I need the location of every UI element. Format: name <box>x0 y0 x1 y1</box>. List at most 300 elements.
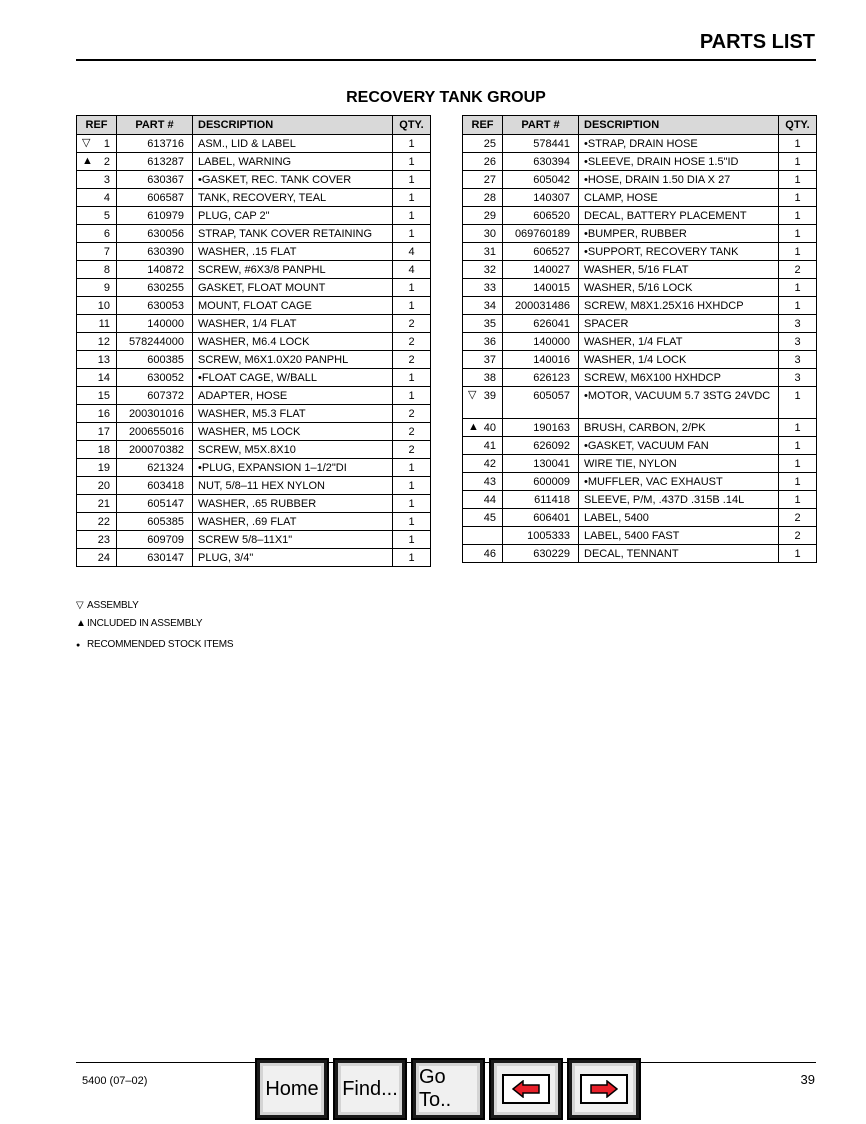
ref-number: 7 <box>103 246 110 258</box>
ref-number: 27 <box>483 174 496 186</box>
part-number-cell: 626123 <box>503 369 579 387</box>
quantity-cell: 2 <box>779 509 817 527</box>
part-number-cell: 630367 <box>117 171 193 189</box>
ref-cell <box>463 473 503 491</box>
included-icon: ▲ <box>76 618 86 629</box>
legend-assembly <box>76 600 139 611</box>
ref-number: 4 <box>103 192 110 204</box>
description-cell: WASHER, M5.3 FLAT <box>193 405 393 423</box>
ref-cell <box>463 135 503 153</box>
description-cell: ASM., LID & LABEL <box>193 135 393 153</box>
legend-text: INCLUDED IN ASSEMBLY <box>87 618 203 629</box>
part-number-cell: 611418 <box>503 491 579 509</box>
ref-cell <box>463 333 503 351</box>
quantity-cell: 1 <box>779 207 817 225</box>
home-label: Home <box>265 1077 319 1100</box>
table-row <box>77 459 431 477</box>
ref-number: 19 <box>97 462 110 474</box>
description-cell: STRAP, TANK COVER RETAINING <box>193 225 393 243</box>
part-number-cell: 1005333 <box>503 527 579 545</box>
ref-cell <box>77 315 117 333</box>
description-cell: MOUNT, FLOAT CAGE <box>193 297 393 315</box>
quantity-cell: 1 <box>393 459 431 477</box>
quantity-cell: 1 <box>779 419 817 437</box>
table-row <box>77 405 431 423</box>
table-row <box>463 545 817 563</box>
part-number-cell: 605385 <box>117 513 193 531</box>
part-number-cell: 626041 <box>503 315 579 333</box>
quantity-cell: 1 <box>393 279 431 297</box>
table-row <box>77 387 431 405</box>
table-row <box>463 153 817 171</box>
part-number-cell: 140016 <box>503 351 579 369</box>
ref-number: 17 <box>97 426 110 438</box>
ref-number: 40 <box>483 422 496 434</box>
description-cell: WASHER, .69 FLAT <box>193 513 393 531</box>
ref-number: 23 <box>97 534 110 546</box>
find-label: Find... <box>342 1077 398 1100</box>
ref-number: 42 <box>483 458 496 470</box>
page-number: 39 <box>800 1072 815 1087</box>
table-row <box>77 135 431 153</box>
description-cell: LABEL, 5400 FAST <box>579 527 779 545</box>
ref-cell <box>463 207 503 225</box>
quantity-cell: 4 <box>393 243 431 261</box>
ref-number: 3 <box>103 174 110 186</box>
next-arrow-icon <box>590 1080 618 1098</box>
description-cell: WASHER, .15 FLAT <box>193 243 393 261</box>
part-number-cell: 605147 <box>117 495 193 513</box>
description-cell: SCREW, M5X.8X10 <box>193 441 393 459</box>
table-row <box>77 549 431 567</box>
table-row <box>463 419 817 437</box>
parts-table-left <box>76 115 431 567</box>
ref-number: 38 <box>483 372 496 384</box>
col-description: DESCRIPTION <box>579 116 779 135</box>
ref-cell <box>77 387 117 405</box>
part-number-cell: 200070382 <box>117 441 193 459</box>
ref-cell <box>463 455 503 473</box>
description-cell: •SLEEVE, DRAIN HOSE 1.5"ID <box>579 153 779 171</box>
part-number-cell: 140872 <box>117 261 193 279</box>
ref-number: 16 <box>97 408 110 420</box>
goto-button[interactable] <box>411 1058 485 1120</box>
ref-cell <box>77 513 117 531</box>
ref-number: 46 <box>483 548 496 560</box>
table-row <box>77 477 431 495</box>
ref-cell <box>77 441 117 459</box>
quantity-cell: 1 <box>393 171 431 189</box>
part-number-cell: 200301016 <box>117 405 193 423</box>
table-row <box>77 495 431 513</box>
ref-cell <box>463 243 503 261</box>
description-cell: WASHER, 1/4 LOCK <box>579 351 779 369</box>
ref-cell <box>77 207 117 225</box>
table-row <box>463 509 817 527</box>
ref-number: 21 <box>97 498 110 510</box>
ref-cell <box>463 351 503 369</box>
description-cell: •GASKET, REC. TANK COVER <box>193 171 393 189</box>
description-cell: WIRE TIE, NYLON <box>579 455 779 473</box>
quantity-cell: 1 <box>779 491 817 509</box>
table-header-row <box>463 116 817 135</box>
part-number-cell: 630394 <box>503 153 579 171</box>
description-cell: SCREW, #6X3/8 PANPHL <box>193 261 393 279</box>
ref-number: 1 <box>103 138 110 150</box>
description-cell: CLAMP, HOSE <box>579 189 779 207</box>
part-number-cell: 613287 <box>117 153 193 171</box>
quantity-cell: 3 <box>779 351 817 369</box>
table-row <box>463 333 817 351</box>
ref-cell <box>463 491 503 509</box>
quantity-cell: 1 <box>779 387 817 419</box>
col-part: PART # <box>503 116 579 135</box>
table-row <box>77 171 431 189</box>
table-row <box>463 473 817 491</box>
quantity-cell: 1 <box>393 495 431 513</box>
ref-number: 36 <box>483 336 496 348</box>
ref-number: 37 <box>483 354 496 366</box>
quantity-cell: 1 <box>393 189 431 207</box>
description-cell: SLEEVE, P/M, .437D .315B .14L <box>579 491 779 509</box>
table-row <box>77 351 431 369</box>
quantity-cell: 1 <box>779 225 817 243</box>
quantity-cell: 2 <box>393 441 431 459</box>
table-row <box>463 387 817 419</box>
table-row <box>463 455 817 473</box>
description-cell: GASKET, FLOAT MOUNT <box>193 279 393 297</box>
prev-arrow-frame <box>502 1074 550 1104</box>
part-number-cell: 630390 <box>117 243 193 261</box>
ref-cell <box>77 171 117 189</box>
quantity-cell: 1 <box>393 387 431 405</box>
part-number-cell: 606401 <box>503 509 579 527</box>
quantity-cell: 1 <box>779 171 817 189</box>
ref-cell <box>77 423 117 441</box>
description-cell: BRUSH, CARBON, 2/PK <box>579 419 779 437</box>
page-title: PARTS LIST <box>699 31 815 53</box>
ref-cell <box>77 153 117 171</box>
quantity-cell: 1 <box>779 153 817 171</box>
ref-number: 41 <box>483 440 496 452</box>
quantity-cell: 2 <box>393 333 431 351</box>
ref-number: 8 <box>103 264 110 276</box>
ref-cell <box>463 153 503 171</box>
table-row <box>463 243 817 261</box>
document-id: 5400 (07–02) <box>82 1075 148 1087</box>
ref-number: 33 <box>483 282 496 294</box>
table-row <box>463 279 817 297</box>
ref-cell <box>463 315 503 333</box>
ref-cell <box>77 333 117 351</box>
description-cell: WASHER, 1/4 FLAT <box>193 315 393 333</box>
ref-cell <box>77 495 117 513</box>
ref-number: 39 <box>483 390 496 402</box>
quantity-cell: 1 <box>393 477 431 495</box>
part-number-cell: 140307 <box>503 189 579 207</box>
ref-number: 35 <box>483 318 496 330</box>
part-number-cell: 140000 <box>503 333 579 351</box>
ref-number: 10 <box>97 300 110 312</box>
part-number-cell: 609709 <box>117 531 193 549</box>
table-header-row <box>77 116 431 135</box>
ref-cell <box>463 279 503 297</box>
table-row <box>463 207 817 225</box>
description-cell: •SUPPORT, RECOVERY TANK <box>579 243 779 261</box>
col-qty: QTY. <box>779 116 817 135</box>
table-row <box>463 315 817 333</box>
table-row <box>463 261 817 279</box>
part-number-cell: 140015 <box>503 279 579 297</box>
ref-cell <box>77 405 117 423</box>
description-cell: •BUMPER, RUBBER <box>579 225 779 243</box>
description-cell: •HOSE, DRAIN 1.50 DIA X 27 <box>579 171 779 189</box>
ref-number: 5 <box>103 210 110 222</box>
table-row <box>463 351 817 369</box>
ref-number: 18 <box>97 444 110 456</box>
part-number-cell: 630052 <box>117 369 193 387</box>
part-number-cell: 600385 <box>117 351 193 369</box>
part-number-cell: 200655016 <box>117 423 193 441</box>
description-cell: WASHER, 5/16 LOCK <box>579 279 779 297</box>
legend-text: ASSEMBLY <box>87 600 139 611</box>
description-cell: WASHER, M6.4 LOCK <box>193 333 393 351</box>
description-cell: PLUG, CAP 2" <box>193 207 393 225</box>
ref-cell <box>463 545 503 563</box>
description-cell: SCREW, M8X1.25X16 HXHDCP <box>579 297 779 315</box>
ref-number: 32 <box>483 264 496 276</box>
ref-cell <box>463 261 503 279</box>
quantity-cell: 3 <box>779 315 817 333</box>
ref-number: 20 <box>97 480 110 492</box>
ref-cell <box>77 243 117 261</box>
quantity-cell: 1 <box>393 153 431 171</box>
next-page-button[interactable] <box>567 1058 641 1120</box>
description-cell: SCREW 5/8–11X1" <box>193 531 393 549</box>
table-row <box>77 207 431 225</box>
quantity-cell: 1 <box>393 135 431 153</box>
part-number-cell: 630147 <box>117 549 193 567</box>
quantity-cell: 1 <box>779 455 817 473</box>
description-cell: SCREW, M6X100 HXHDCP <box>579 369 779 387</box>
ref-cell <box>77 279 117 297</box>
ref-number: 11 <box>98 318 110 330</box>
description-cell: WASHER, .65 RUBBER <box>193 495 393 513</box>
col-part: PART # <box>117 116 193 135</box>
table-row <box>463 189 817 207</box>
ref-cell <box>77 459 117 477</box>
ref-cell <box>463 437 503 455</box>
part-number-cell: 610979 <box>117 207 193 225</box>
quantity-cell: 1 <box>779 135 817 153</box>
legend-recommended <box>76 639 233 650</box>
assembly-icon: ▽ <box>76 600 84 611</box>
quantity-cell: 1 <box>779 279 817 297</box>
ref-number: 25 <box>483 138 496 150</box>
part-number-cell: 140000 <box>117 315 193 333</box>
quantity-cell: 4 <box>393 261 431 279</box>
next-arrow-frame <box>580 1074 628 1104</box>
parts-table-right <box>462 115 817 563</box>
ref-cell <box>463 369 503 387</box>
table-row <box>77 423 431 441</box>
description-cell: •GASKET, VACUUM FAN <box>579 437 779 455</box>
description-cell: PLUG, 3/4" <box>193 549 393 567</box>
table-row <box>463 225 817 243</box>
quantity-cell: 1 <box>779 473 817 491</box>
col-qty: QTY. <box>393 116 431 135</box>
ref-number: 13 <box>97 354 110 366</box>
part-number-cell: 613716 <box>117 135 193 153</box>
ref-number: 6 <box>103 228 110 240</box>
included-icon: ▲ <box>82 155 93 167</box>
ref-cell <box>77 351 117 369</box>
table-row <box>77 279 431 297</box>
table-row <box>463 369 817 387</box>
description-cell: DECAL, BATTERY PLACEMENT <box>579 207 779 225</box>
quantity-cell: 3 <box>779 333 817 351</box>
description-cell: LABEL, 5400 <box>579 509 779 527</box>
assembly-icon: ▽ <box>82 137 91 149</box>
ref-cell <box>77 135 117 153</box>
legend-text: RECOMMENDED STOCK ITEMS <box>87 639 234 650</box>
part-number-cell: 626092 <box>503 437 579 455</box>
ref-number: 31 <box>483 246 496 258</box>
table-row <box>77 153 431 171</box>
description-cell: LABEL, WARNING <box>193 153 393 171</box>
ref-cell <box>77 531 117 549</box>
quantity-cell: 1 <box>779 243 817 261</box>
part-number-cell: 630053 <box>117 297 193 315</box>
ref-number: 43 <box>483 476 496 488</box>
find-button[interactable] <box>333 1058 407 1120</box>
part-number-cell: 630229 <box>503 545 579 563</box>
ref-cell <box>463 225 503 243</box>
description-cell: SPACER <box>579 315 779 333</box>
part-number-cell: 200031486 <box>503 297 579 315</box>
quantity-cell: 1 <box>779 437 817 455</box>
part-number-cell: 630255 <box>117 279 193 297</box>
table-row <box>77 333 431 351</box>
table-row <box>463 171 817 189</box>
ref-number: 12 <box>97 336 110 348</box>
ref-number: 9 <box>103 282 110 294</box>
description-cell: WASHER, M5 LOCK <box>193 423 393 441</box>
quantity-cell: 1 <box>393 531 431 549</box>
description-cell: •FLOAT CAGE, W/BALL <box>193 369 393 387</box>
ref-cell <box>463 387 503 419</box>
ref-cell <box>463 419 503 437</box>
part-number-cell: 606587 <box>117 189 193 207</box>
description-cell: •PLUG, EXPANSION 1–1/2"DI <box>193 459 393 477</box>
ref-cell <box>77 477 117 495</box>
ref-number: 44 <box>483 494 496 506</box>
ref-number: 28 <box>483 192 496 204</box>
ref-cell <box>77 369 117 387</box>
part-number-cell: 630056 <box>117 225 193 243</box>
part-number-cell: 603418 <box>117 477 193 495</box>
table-row <box>77 369 431 387</box>
quantity-cell: 2 <box>393 315 431 333</box>
goto-label: Go To.. <box>419 1066 452 1111</box>
description-cell: TANK, RECOVERY, TEAL <box>193 189 393 207</box>
ref-number: 15 <box>97 390 110 402</box>
quantity-cell: 2 <box>393 405 431 423</box>
group-title: RECOVERY TANK GROUP <box>346 89 546 106</box>
table-row <box>77 243 431 261</box>
ref-number: 29 <box>483 210 496 222</box>
description-cell: DECAL, TENNANT <box>579 545 779 563</box>
ref-number: 26 <box>483 156 496 168</box>
ref-number: 14 <box>97 372 110 384</box>
table-row <box>77 189 431 207</box>
prev-arrow-icon <box>512 1080 540 1098</box>
part-number-cell: 069760189 <box>503 225 579 243</box>
part-number-cell: 578244000 <box>117 333 193 351</box>
quantity-cell: 2 <box>393 423 431 441</box>
part-number-cell: 190163 <box>503 419 579 437</box>
description-cell: WASHER, 1/4 FLAT <box>579 333 779 351</box>
ref-number: 2 <box>103 156 110 168</box>
description-cell: ADAPTER, HOSE <box>193 387 393 405</box>
table-row <box>463 527 817 545</box>
col-description: DESCRIPTION <box>193 116 393 135</box>
ref-number: 24 <box>97 552 110 564</box>
home-button[interactable] <box>255 1058 329 1120</box>
quantity-cell: 2 <box>393 351 431 369</box>
table-row <box>463 297 817 315</box>
ref-cell <box>463 527 503 545</box>
part-number-cell: 578441 <box>503 135 579 153</box>
part-number-cell: 130041 <box>503 455 579 473</box>
ref-cell <box>77 297 117 315</box>
part-number-cell: 605042 <box>503 171 579 189</box>
previous-page-button[interactable] <box>489 1058 563 1120</box>
description-cell: •STRAP, DRAIN HOSE <box>579 135 779 153</box>
ref-number: 30 <box>483 228 496 240</box>
quantity-cell: 2 <box>779 527 817 545</box>
part-number-cell: 621324 <box>117 459 193 477</box>
included-icon: ▲ <box>468 421 479 433</box>
table-row <box>463 437 817 455</box>
ref-number: 34 <box>483 300 496 312</box>
quantity-cell: 1 <box>393 207 431 225</box>
table-row <box>77 225 431 243</box>
col-ref: REF <box>77 116 117 135</box>
table-row <box>77 315 431 333</box>
table-row <box>77 441 431 459</box>
table-row <box>463 491 817 509</box>
col-ref: REF <box>463 116 503 135</box>
quantity-cell: 3 <box>779 369 817 387</box>
quantity-cell: 1 <box>393 369 431 387</box>
ref-cell <box>77 189 117 207</box>
navigation-bar <box>255 1058 641 1124</box>
table-row <box>463 135 817 153</box>
bullet-icon: ● <box>76 642 81 649</box>
part-number-cell: 607372 <box>117 387 193 405</box>
description-cell: NUT, 5/8–11 HEX NYLON <box>193 477 393 495</box>
quantity-cell: 1 <box>779 545 817 563</box>
part-number-cell: 605057 <box>503 387 579 419</box>
quantity-cell: 1 <box>779 189 817 207</box>
table-row <box>77 513 431 531</box>
ref-cell <box>463 509 503 527</box>
table-row <box>77 297 431 315</box>
assembly-icon: ▽ <box>468 389 477 401</box>
quantity-cell: 2 <box>779 261 817 279</box>
part-number-cell: 140027 <box>503 261 579 279</box>
